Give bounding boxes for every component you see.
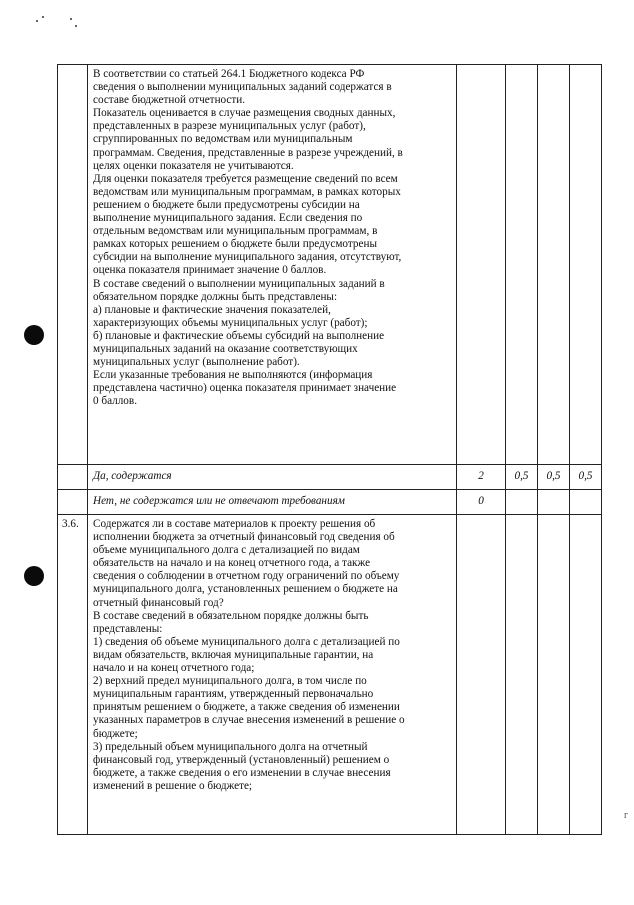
value-cell — [506, 490, 538, 515]
option-label: Да, содержатся — [88, 465, 457, 490]
option-value: 0,5 — [538, 465, 570, 490]
row-number: 3.6. — [58, 515, 88, 835]
scan-mark: г — [624, 810, 629, 821]
criterion-description: В соответствии со статьей 264.1 Бюджетного кодекса РФ сведения о выполнении муниципальных заданий содержатся в составе бюджетной отчетности. Показатель оценивается в случае размещения сводных данных, представленных в разрезе муниципальных услуг (работ), сгруппированных по ведомствам или муниципальным программам. Сведения, представленные в разрезе учреждений, в целях оценки показателя не учитываются. Для оценки показателя требуется размещение сведений по всем ведомствам или муниципальным программам, в рамках которых решением о бюджете были предусмотрены субсидии на выполнение муниципального задания. Если сведения по отдельным ведомствам или муниципальным программам, в рамках которых решением о бюджете были предусмотрены субсидии на выполнение муниципального задания, отсутствуют, оценка показателя принимает значение 0 баллов. В составе сведений о выполнении муниципальных заданий в обязательном порядке должны быть представлены: а) плановые и фактические значения показателей, характеризующих объемы муниципальных услуг (работ); б) плановые и фактические объемы субсидий на выполнение муниципальных заданий на оказание соответствующих муниципальных услуг (выполнение работ). Если указанные требования не выполняются (информация представлена частично) оценка показателя принимает значение 0 баллов. — [88, 65, 457, 465]
table-row — [58, 515, 602, 835]
scan-speck — [42, 16, 44, 18]
criterion-description: Содержатся ли в составе материалов к проекту решения об исполнении бюджета за отчетный финансовый год сведения об объеме муниципального долга с детализацией по видам обязательств на начало и на конец отчетного года, а также сведения о соблюдении в отчетном году ограничений по объему муниципального долга, установленных решением о бюджете на отчетный финансовый год? В составе сведений в обязательном порядке должны быть представлены: 1) сведения об объеме муниципального долга с детализацией по видам обязательств, включая муниципальные гарантии, на начало и на конец отчетного года; 2) верхний предел муниципального долга, в том числе по муниципальным гарантиям, утвержденный первоначально принятым решением о бюджете, а также сведения об изменении указанных параметров в случае внесения изменений в решение о бюджете; 3) предельный объем муниципального долга на отчетный финансовый год, утвержденный (установленный) решением о бюджете, а также сведения о его изменении в случае внесения изменений в решение о бюджете; — [88, 515, 457, 835]
score-cell — [457, 515, 506, 835]
value-cell — [570, 65, 602, 465]
scan-speck — [75, 25, 77, 27]
value-cell — [570, 490, 602, 515]
value-cell — [570, 515, 602, 835]
value-cell — [538, 515, 570, 835]
score-cell — [457, 65, 506, 465]
punch-hole — [24, 325, 44, 345]
option-score: 0 — [457, 490, 506, 515]
table-row — [58, 465, 602, 490]
row-number — [58, 465, 88, 490]
punch-hole — [24, 566, 44, 586]
value-cell — [538, 490, 570, 515]
row-number — [58, 490, 88, 515]
value-cell — [538, 65, 570, 465]
option-value: 0,5 — [570, 465, 602, 490]
table-row — [58, 490, 602, 515]
table-row — [58, 65, 602, 465]
value-cell — [506, 515, 538, 835]
scan-speck — [70, 18, 72, 20]
option-value: 0,5 — [506, 465, 538, 490]
row-number — [58, 65, 88, 465]
value-cell — [506, 65, 538, 465]
option-label: Нет, не содержатся или не отвечают требованиям — [88, 490, 457, 515]
scan-speck — [36, 20, 38, 22]
option-score: 2 — [457, 465, 506, 490]
criteria-table — [57, 64, 602, 835]
